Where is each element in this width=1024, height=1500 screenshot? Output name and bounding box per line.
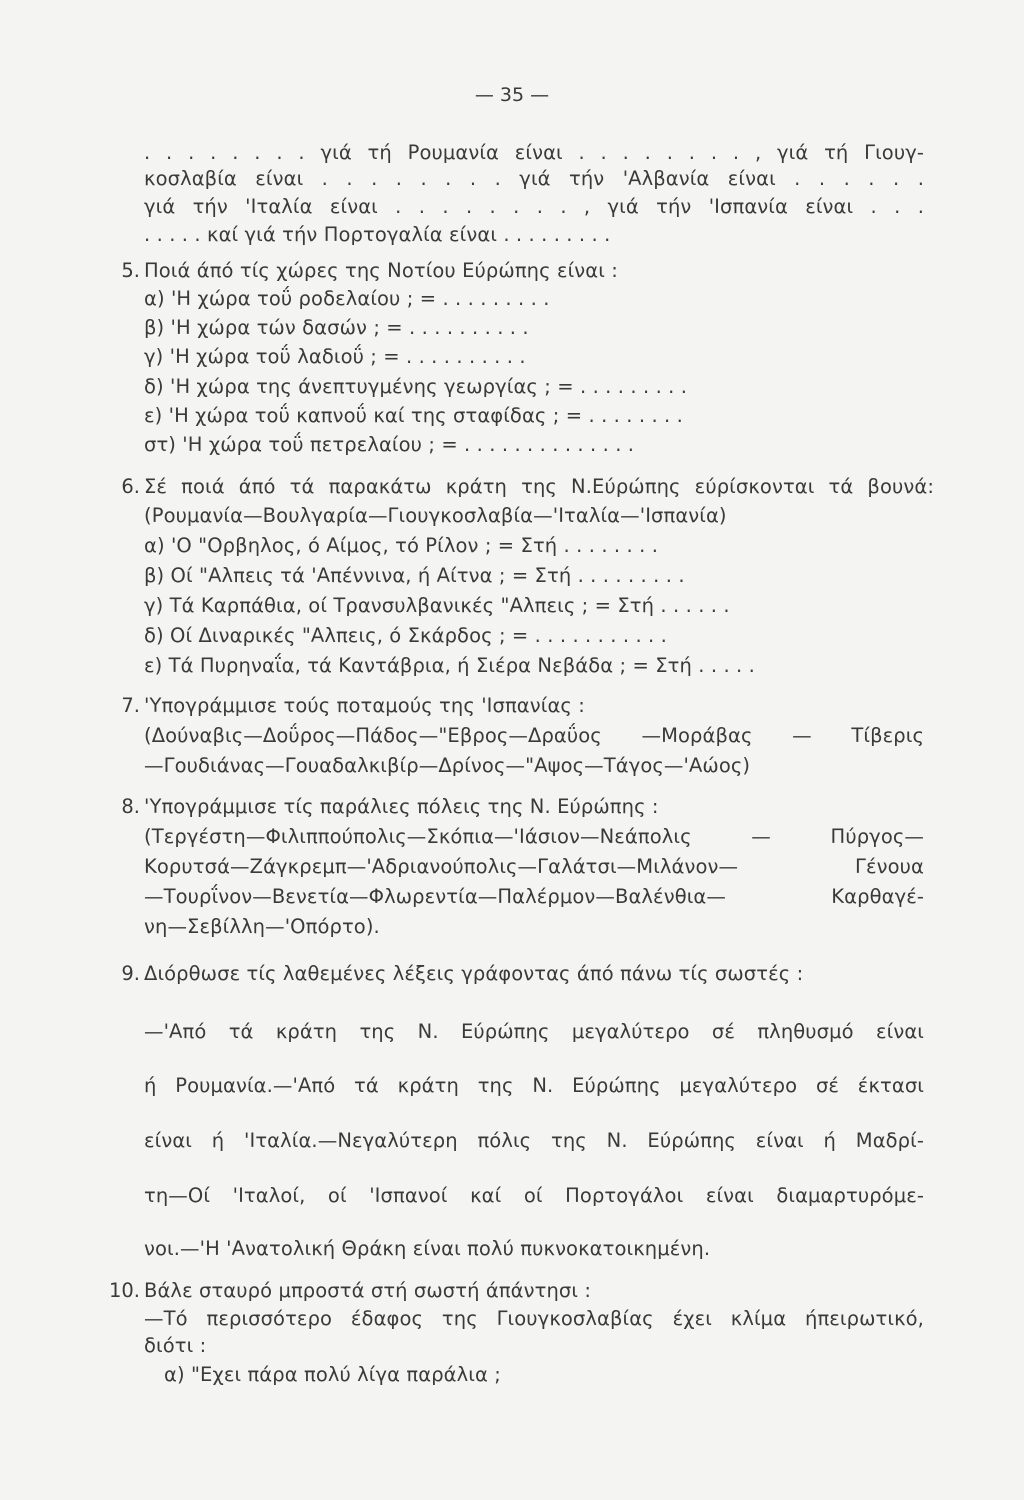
q6-country-list: (Ρουμανία—Βουλγαρία—Γιουγκοσλαβία—'Ιταλία—'Ισπανία) <box>144 504 727 527</box>
q5-option-d: δ) 'Η χώρα της άνεπτυγμένης γεωργίας ; = . . . . . . . . . <box>144 375 688 398</box>
q9-line-1: —'Από τά κράτη της Ν. Εύρώπης μεγαλύτερο σέ πληθυσμό είναι <box>144 1020 924 1043</box>
q10-option-a: α) "Εχει πάρα πολύ λίγα παράλια ; <box>164 1363 501 1386</box>
q4-line-4: . . . . . καί γιά τήν Πορτογαλία είναι . . . . . . . . . <box>144 223 611 246</box>
q5-number: 5. <box>121 259 140 282</box>
q10-title: Βάλε σταυρό μπροστά στή σωστή άπάντησι : <box>144 1279 592 1302</box>
q4-line-3: γιά τήν 'Ιταλία είναι . . . . . . . . , γιά τήν 'Ισπανία είναι . . . <box>144 195 924 218</box>
q4-line-1: . . . . . . . . γιά τή Ρουμανία είναι . . . . . . . . , γιά τή Γιουγ- <box>144 141 924 164</box>
q7-title: 'Υπογράμμισε τούς ποταμούς της 'Ισπανίας : <box>144 694 585 717</box>
q8-line-3: —Τουρΐνον—Βενετία—Φλωρεντία—Παλέρμον—Βαλένθια— Καρθαγέ- <box>144 885 924 908</box>
q9-line-4: τη—Οί 'Ιταλοί, οί 'Ισπανοί καί οί Πορτογάλοι είναι διαμαρτυρόμε- <box>144 1184 924 1207</box>
q6-number: 6. <box>121 475 140 498</box>
q10-line-2: διότι : <box>144 1334 207 1357</box>
q7-line-2: —Γουδιάνας—Γουαδαλκιβίρ—Δρίνος—"Αψος—Τάγος—'Αώος) <box>144 754 751 777</box>
q9-line-3: είναι ή 'Ιταλία.—Νεγαλύτερη πόλις της Ν. Εύρώπης είναι ή Μαδρί- <box>144 1129 924 1152</box>
q8-line-4: νη—Σεβίλλη—'Οπόρτο). <box>144 915 380 938</box>
q7-number: 7. <box>121 694 140 717</box>
q9-line-2: ή Ρουμανία.—'Από τά κράτη της Ν. Εύρώπης μεγαλύτερο σέ έκτασι <box>144 1074 924 1097</box>
q7-line-1: (Δούναβις—Δοΰρος—Πάδος—"Εβρος—Δραΰος —Μοράβας — Τίβερις <box>144 724 924 747</box>
q9-line-5: νοι.—'Η 'Ανατολική Θράκη είναι πολύ πυκνοκατοικημένη. <box>144 1237 711 1260</box>
q6-option-e: ε) Τά Πυρηναΐα, τά Καντάβρια, ή Σιέρα Νεβάδα ; = Στή . . . . . <box>144 654 755 677</box>
q8-number: 8. <box>121 795 140 818</box>
q8-title: 'Υπογράμμισε τίς παράλιες πόλεις της Ν. Εύρώπης : <box>144 795 659 818</box>
q5-option-b: β) 'Η χώρα τών δασών ; = . . . . . . . . . . <box>144 316 529 339</box>
q6-title: Σέ ποιά άπό τά παρακάτω κράτη της Ν.Εύρώπης εύρίσκονται τά βουνά: <box>144 475 934 498</box>
q6-option-a: α) 'Ο "Ορβηλος, ό Αίμος, τό Ρίλον ; = Στή . . . . . . . . <box>144 534 659 557</box>
q6-option-b: β) Οί "Αλπεις τά 'Απέννινα, ή Αίτνα ; = Στή . . . . . . . . . <box>144 564 685 587</box>
q10-line-1: —Τό περισσότερο έδαφος της Γιουγκοσλαβίας έχει κλίμα ήπειρωτικό, <box>144 1307 924 1330</box>
q5-option-f: στ) 'Η χώρα τοΰ πετρελαίου ; = . . . . . . . . . . . . . . <box>144 433 635 456</box>
q5-option-e: ε) 'Η χώρα τοΰ καπνοΰ καί της σταφίδας ; = . . . . . . . . <box>144 404 683 427</box>
q8-line-2: Κορυτσά—Ζάγκρεμπ—'Αδριανούπολις—Γαλάτσι—Μιλάνον— Γένουα <box>144 855 924 878</box>
q5-title: Ποιά άπό τίς χώρες της Νοτίου Εύρώπης είναι : <box>144 259 618 282</box>
q8-line-1: (Τεργέστη—Φιλιππούπολις—Σκόπια—'Ιάσιον—Νεάπολις — Πύργος— <box>144 825 924 848</box>
q9-title: Διόρθωσε τίς λαθεμένες λέξεις γράφοντας άπό πάνω τίς σωστές : <box>144 962 804 985</box>
q5-option-c: γ) 'Η χώρα τοΰ λαδιοΰ ; = . . . . . . . . . . <box>144 345 526 368</box>
q4-line-2: κοσλαβία είναι . . . . . . . . γιά τήν 'Αλβανία είναι . . . . . . <box>144 167 924 190</box>
q5-option-a: α) 'Η χώρα τοΰ ροδελαίου ; = . . . . . . . . . <box>144 287 550 310</box>
q6-option-c: γ) Τά Καρπάθια, οί Τρανσυλβανικές "Αλπεις ; = Στή . . . . . . <box>144 594 730 617</box>
q10-number: 10. <box>108 1279 140 1302</box>
page-number: — 35 — <box>474 84 550 106</box>
q9-number: 9. <box>121 962 140 985</box>
q6-option-d: δ) Οί Διναρικές "Αλπεις, ό Σκάρδος ; = . . . . . . . . . . . <box>144 624 667 647</box>
